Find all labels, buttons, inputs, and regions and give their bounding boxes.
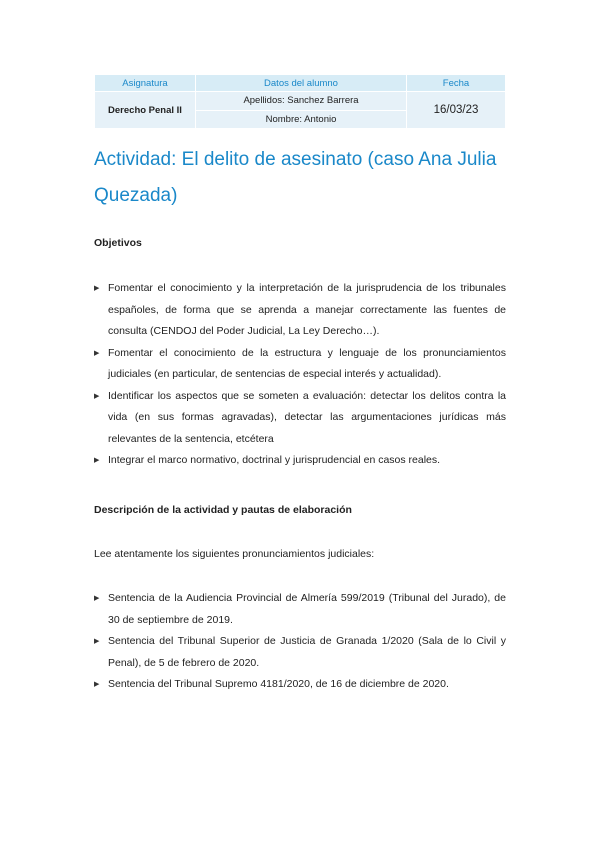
date-cell: 16/03/23 xyxy=(407,92,506,129)
triangle-right-icon: ▶ xyxy=(94,349,100,357)
list-item: ▶ Sentencia de la Audiencia Provincial de Almería 599/2019 (Tribunal del Jurado), de 30 de septiembre de 2019. xyxy=(94,588,506,631)
triangle-right-icon: ▶ xyxy=(94,285,100,292)
subject-cell: Derecho Penal II xyxy=(95,92,196,129)
triangle-right-icon: ▶ xyxy=(94,457,100,464)
header-col-student: Datos del alumno xyxy=(196,75,407,92)
list-item: ▶ Fomentar el conocimiento de la estructura y lenguaje de los pronunciamientos judiciales (en particular, de sentencias de especial interés y actualidad). xyxy=(94,343,506,386)
list-item: ▶ Sentencia del Tribunal Superior de Justicia de Granada 1/2020 (Sala de lo Civil y Penal), de 5 de febrero de 2020. xyxy=(94,631,506,674)
rulings-list xyxy=(94,588,506,696)
list-item: ▶ Identificar los aspectos que se someten a evaluación: detectar los delitos contra la vida (en sus formas agravadas), detectar las argumentaciones jurídicas más relevantes de la sentencia, etcétera xyxy=(94,386,506,451)
header-col-subject: Asignatura xyxy=(95,75,196,92)
name-cell: Nombre: Antonio xyxy=(196,110,407,129)
triangle-right-icon: ▶ xyxy=(94,638,100,645)
triangle-right-icon: ▶ xyxy=(94,681,100,688)
triangle-right-icon: ▶ xyxy=(94,595,100,602)
header-col-date: Fecha xyxy=(407,75,506,92)
objectives-list xyxy=(94,278,506,472)
page-title: Actividad: El delito de asesinato (caso Ana Julia Quezada) xyxy=(94,149,497,206)
header-table xyxy=(94,74,506,129)
triangle-right-icon: ▶ xyxy=(94,392,100,400)
description-heading: Descripción de la actividad y pautas de elaboración xyxy=(94,504,352,516)
surname-cell: Apellidos: Sanchez Barrera xyxy=(196,92,407,111)
description-intro: Lee atentamente los siguientes pronunciamientos judiciales: xyxy=(94,548,375,560)
objectives-heading: Objetivos xyxy=(94,237,142,249)
list-item: ▶ Fomentar el conocimiento y la interpretación de la jurisprudencia de los tribunales españoles, de forma que se aprenda a manejar correctamente las fuentes de consulta (CENDOJ del Poder Judicial, La Ley Derecho…). xyxy=(94,278,506,343)
list-item: ▶ Sentencia del Tribunal Supremo 4181/2020, de 16 de diciembre de 2020. xyxy=(94,674,506,696)
list-item: ▶ Integrar el marco normativo, doctrinal y jurisprudencial en casos reales. xyxy=(94,450,506,472)
